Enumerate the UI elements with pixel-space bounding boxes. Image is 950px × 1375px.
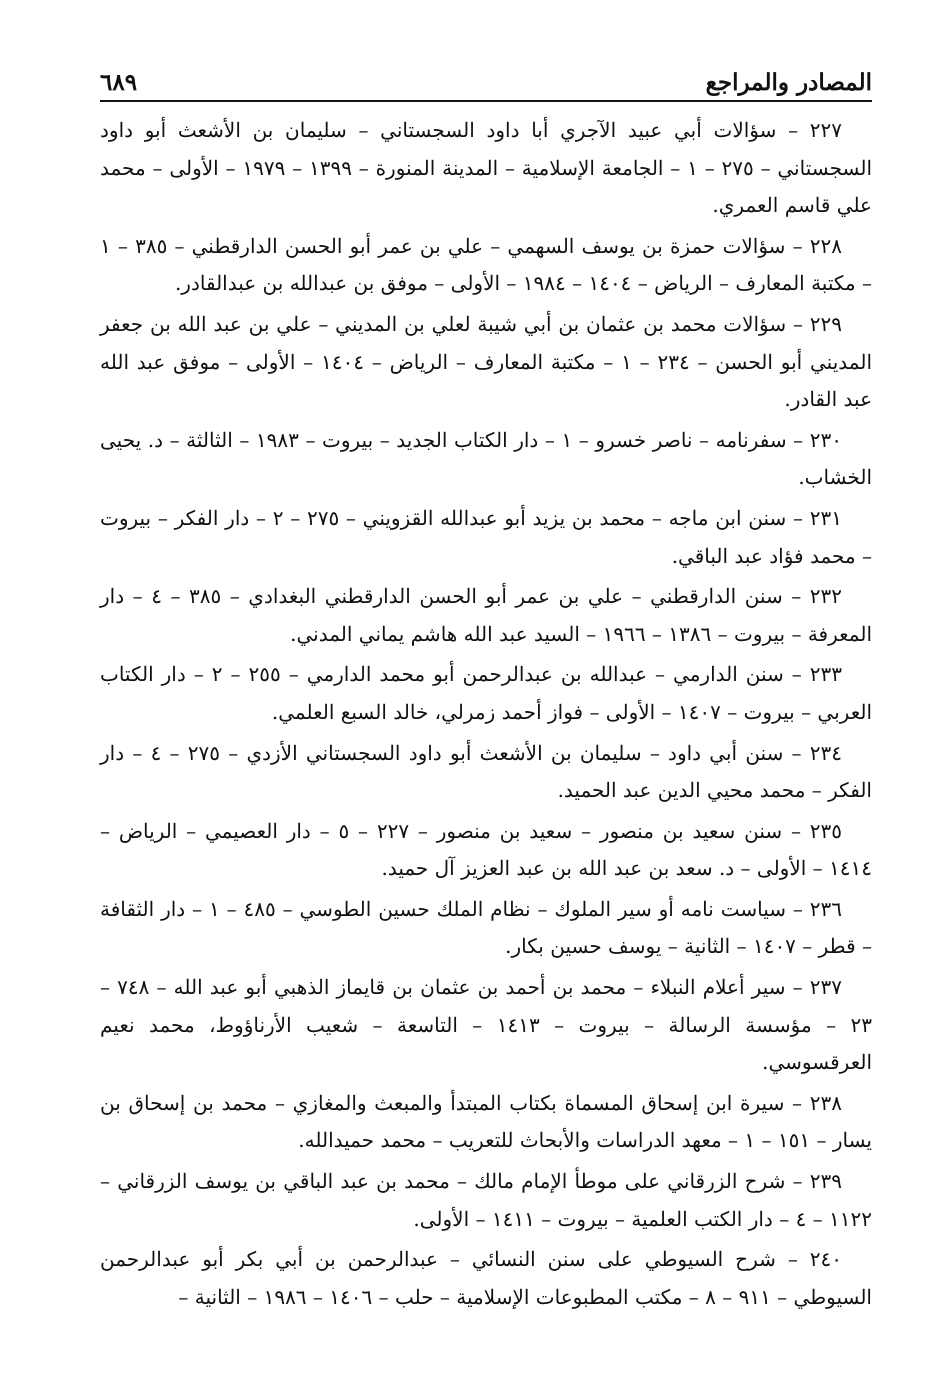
bibliography-entry: ٢٣٠ – سفرنامه – ناصر خسرو – ١ – دار الكتاب الجديد – بيروت – ١٩٨٣ – الثالثة – د. يحيى الخشاب. bbox=[100, 427, 872, 490]
bibliography-entry: ٢٣٦ – سياست نامه أو سير الملوك – نظام الملك حسين الطوسي – ٤٨٥ – ١ – دار الثقافة – قطر – ١٤٠٧ – الثانية – يوسف حسين بكار. bbox=[100, 896, 872, 959]
bibliography-entry: ٢٣٨ – سيرة ابن إسحاق المسماة بكتاب المبتدأ والمبعث والمغازي – محمد بن إسحاق بن يسار – ١٥١ – ١ – معهد الدراسات والأبحاث للتعريب – محمد حميدالله. bbox=[100, 1090, 872, 1153]
bibliography-entry: ٢٣٧ – سير أعلام النبلاء – محمد بن أحمد بن عثمان بن قايماز الذهبي أبو عبد الله – ٧٤٨ – ٢٣ – مؤسسة الرسالة – بيروت – ١٤١٣ – التاسعة – شعيب الأرناؤوط، محمد نعيم العرقسوسي. bbox=[100, 975, 872, 1075]
running-title: المصادر والمراجع bbox=[705, 69, 872, 96]
bibliography-entry: ٢٤٠ – شرح السيوطي على سنن النسائي – عبدالرحمن بن أبي بكر أبو عبدالرحمن السيوطي – ٩١١ – ٨ – مكتب المطبوعات الإسلامية – حلب – ١٤٠٦ – ١٩٨٦ – الثانية – bbox=[100, 1247, 872, 1309]
bibliography-list bbox=[100, 112, 872, 1319]
bibliography-entry: ٢٣٣ – سنن الدارمي – عبدالله بن عبدالرحمن أبو محمد الدارمي – ٢٥٥ – ٢ – دار الكتاب العربي – بيروت – ١٤٠٧ – الأولى – فواز أحمد زمرلي، خالد السبع العلمي. bbox=[100, 662, 872, 724]
page-header bbox=[100, 56, 872, 102]
page-number: ٦٨٩ bbox=[100, 69, 138, 96]
bibliography-entry: ٢٢٨ – سؤالات حمزة بن يوسف السهمي – علي بن عمر أبو الحسن الدارقطني – ٣٨٥ – ١ – مكتبة المعارف – الرياض – ١٤٠٤ – ١٩٨٤ – الأولى – موفق بن عبدالله بن عبدالقادر. bbox=[100, 233, 872, 296]
bibliography-entry: ٢٣٢ – سنن الدارقطني – علي بن عمر أبو الحسن الدارقطني البغدادي – ٣٨٥ – ٤ – دار المعرفة – بيروت – ١٣٨٦ – ١٩٦٦ – السيد عبد الله هاشم يماني المدني. bbox=[100, 584, 872, 646]
bibliography-entry: ٢٣١ – سنن ابن ماجه – محمد بن يزيد أبو عبدالله القزويني – ٢٧٥ – ٢ – دار الفكر – بيروت – محمد فؤاد عبد الباقي. bbox=[100, 505, 872, 568]
bibliography-entry: ٢٣٩ – شرح الزرقاني على موطأ الإمام مالك – محمد بن عبد الباقي بن يوسف الزرقاني – ١١٢٢ – ٤ – دار الكتب العلمية – بيروت – ١٤١١ – الأولى. bbox=[100, 1169, 872, 1231]
bibliography-entry: ٢٢٧ – سؤالات أبي عبيد الآجري أبا داود السجستاني – سليمان بن الأشعث أبو داود السجستاني – ٢٧٥ – ١ – الجامعة الإسلامية – المدينة المنورة – ١٣٩٩ – ١٩٧٩ – الأولى – محمد علي قاسم العمري. bbox=[100, 118, 872, 218]
bibliography-entry: ٢٣٤ – سنن أبي داود – سليمان بن الأشعث أبو داود السجستاني الأزدي – ٢٧٥ – ٤ – دار الفكر – محمد محيي الدين عبد الحميد. bbox=[100, 740, 872, 803]
bibliography-entry: ٢٣٥ – سنن سعيد بن منصور – سعيد بن منصور – ٢٢٧ – ٥ – دار العصيمي – الرياض – ١٤١٤ – الأولى – د. سعد بن عبد الله بن عبد العزيز آل حميد. bbox=[100, 818, 872, 881]
bibliography-entry: ٢٢٩ – سؤالات محمد بن عثمان بن أبي شيبة لعلي بن المديني – علي بن عبد الله بن جعفر المديني أبو الحسن – ٢٣٤ – ١ – مكتبة المعارف – الرياض – ١٤٠٤ – الأولى – موفق عبد الله عبد القادر. bbox=[100, 311, 872, 412]
